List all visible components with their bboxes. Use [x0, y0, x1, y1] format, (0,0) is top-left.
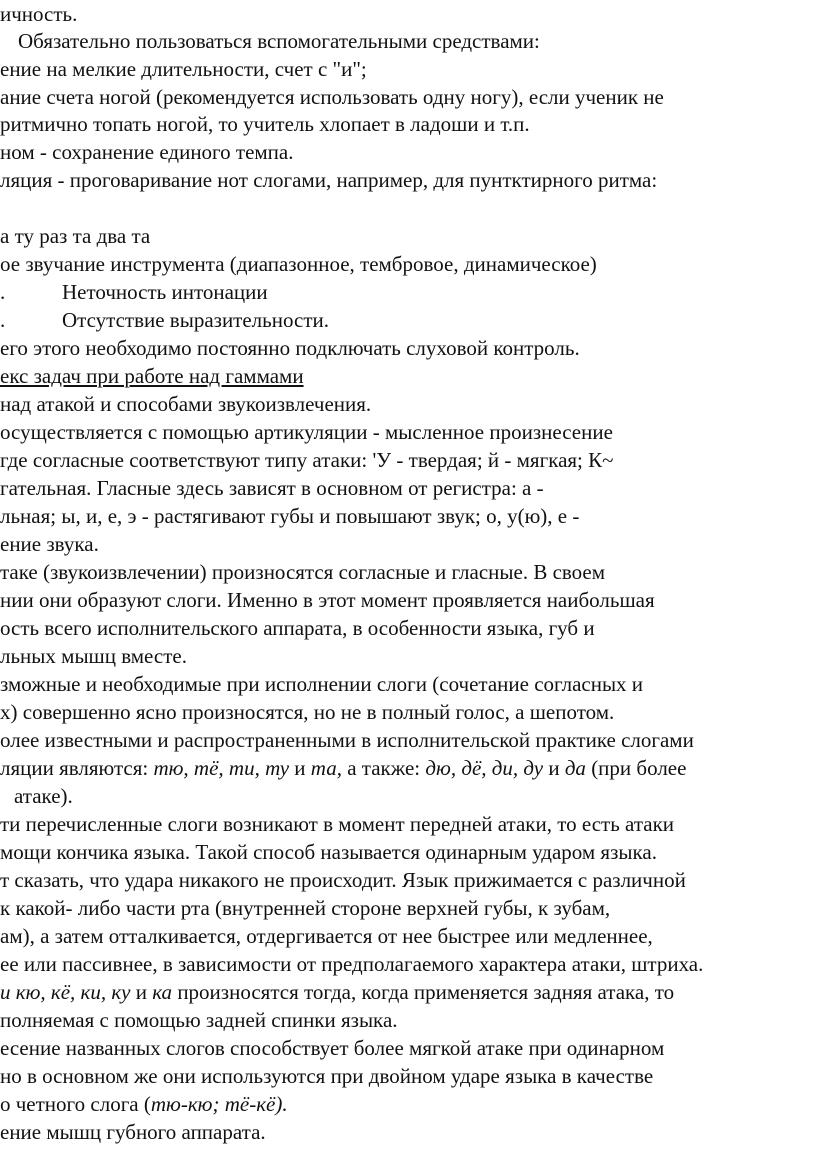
text-line: ое звучание инструмента (диапазонное, тембровое, динамическое) — [0, 252, 597, 276]
text-span: о четного слога ( — [0, 1092, 151, 1116]
text-line: ание счета ногой (рекомендуется использовать одну ногу), если ученик не — [0, 85, 664, 109]
item-number: . — [0, 280, 6, 304]
item-text: Неточность интонации — [62, 280, 268, 304]
text-line: осуществляется с помощью артикуляции - мысленное произнесение — [0, 420, 613, 444]
text-line: ость всего исполнительского аппарата, в особенности языка, губ и — [0, 616, 595, 640]
text-span: ляции являются: — [0, 756, 154, 780]
text-line: гательная. Гласные здесь зависят в основном от регистра: а - — [0, 476, 544, 500]
text-line: олее известными и распространенными в исполнительской практике слогами — [0, 728, 694, 752]
text-span: а также: — [341, 756, 426, 780]
text-line: ти перечисленные слоги возникают в момент передней атаки, то есть атаки — [0, 812, 675, 836]
text-line: над атакой и способами звукоизвлечения. — [0, 392, 372, 416]
text-line: ение мышц губного аппарата. — [0, 1120, 266, 1144]
rhythm-syllables: а ту раз та два та — [0, 224, 151, 248]
text-line: ляция - проговаривание нот слогами, например, для пунтктирного ритма: — [0, 168, 658, 192]
text-span: и — [289, 756, 311, 780]
text-line: где согласные соответствуют типу атаки: 'У - твердая; й - мягкая; К~ — [0, 448, 614, 472]
text-line: ритмично топать ногой, то учитель хлопает в ладоши и т.п. — [0, 112, 530, 136]
text-line: ение звука. — [0, 532, 99, 556]
text-span: (при более — [585, 756, 687, 780]
front-syllable: та, — [310, 756, 342, 780]
back-syllables: и кю, кё, ки, ку — [0, 980, 131, 1004]
front-syllables: тю, тё, ти, ту — [153, 756, 290, 780]
text-line: ам), а затем отталкивается, отдергивается от нее быстрее или медленнее, — [0, 924, 653, 948]
text-line: мощи кончика языка. Такой способ называется одинарным ударом языка. — [0, 840, 657, 864]
text-line: льная; ы, и, е, э - растягивают губы и повышают звук; о, у(ю), е - — [0, 504, 580, 528]
text-line: атаке). — [14, 784, 73, 808]
text-line-with-syllables — [0, 754, 816, 782]
text-span: и — [130, 980, 153, 1004]
text-line: его этого необходимо постоянно подключать слуховой контроль. — [0, 336, 580, 360]
justified-line — [0, 83, 808, 111]
text-line-with-syllables — [0, 1090, 816, 1118]
item-number: . — [0, 308, 6, 332]
numbered-item — [0, 278, 816, 306]
soft-syllable: да — [564, 756, 586, 780]
back-syllable: ка — [152, 980, 173, 1004]
item-text: Отсутствие выразительности. — [62, 308, 329, 332]
section-heading: екс задач при работе над гаммами — [0, 364, 304, 388]
text-line: ном - сохранение единого темпа. — [0, 140, 294, 164]
section-intro: Обязательно пользоваться вспомогательными средствами: — [18, 29, 540, 53]
text-line: полняемая с помощью задней спинки языка. — [0, 1008, 398, 1032]
text-line: нии они образуют слоги. Именно в этот момент проявляется наибольшая — [0, 588, 655, 612]
text-line: льных мышц вместе. — [0, 644, 187, 668]
text-line: но в основном же они используются при двойном ударе языка в качестве — [0, 1064, 654, 1088]
text-line: к какой- либо части рта (внутренней стороне верхней губы, к зубам, — [0, 896, 611, 920]
text-line: ение на мелкие длительности, счет с "и"; — [0, 57, 367, 81]
text-line: ее или пассивнее, в зависимости от предполагаемого характера атаки, штриха. — [0, 952, 704, 976]
text-span: произносятся тогда, когда применяется задняя атака, то — [172, 980, 675, 1004]
soft-syllables: дю, дё, ди, ду — [425, 756, 544, 780]
text-line: есение названных слогов способствует более мягкой атаке при одинарном — [0, 1036, 665, 1060]
text-span: и — [543, 756, 565, 780]
text-line: х) совершенно ясно произносятся, но не в полный голос, а шепотом. — [0, 700, 615, 724]
text-line: ичность. — [0, 2, 78, 26]
text-line: таке (звукоизвлечении) произносятся согласные и гласные. В своем — [0, 560, 606, 584]
numbered-item — [0, 306, 816, 334]
text-line: зможные и необходимые при исполнении слоги (сочетание согласных и — [0, 672, 644, 696]
double-tongue-syllables: тю-кю; тё-кё). — [150, 1092, 288, 1116]
text-line-with-syllables — [0, 978, 816, 1006]
text-line: т сказать, что удара никакого не происходит. Язык прижимается с различной — [0, 868, 686, 892]
